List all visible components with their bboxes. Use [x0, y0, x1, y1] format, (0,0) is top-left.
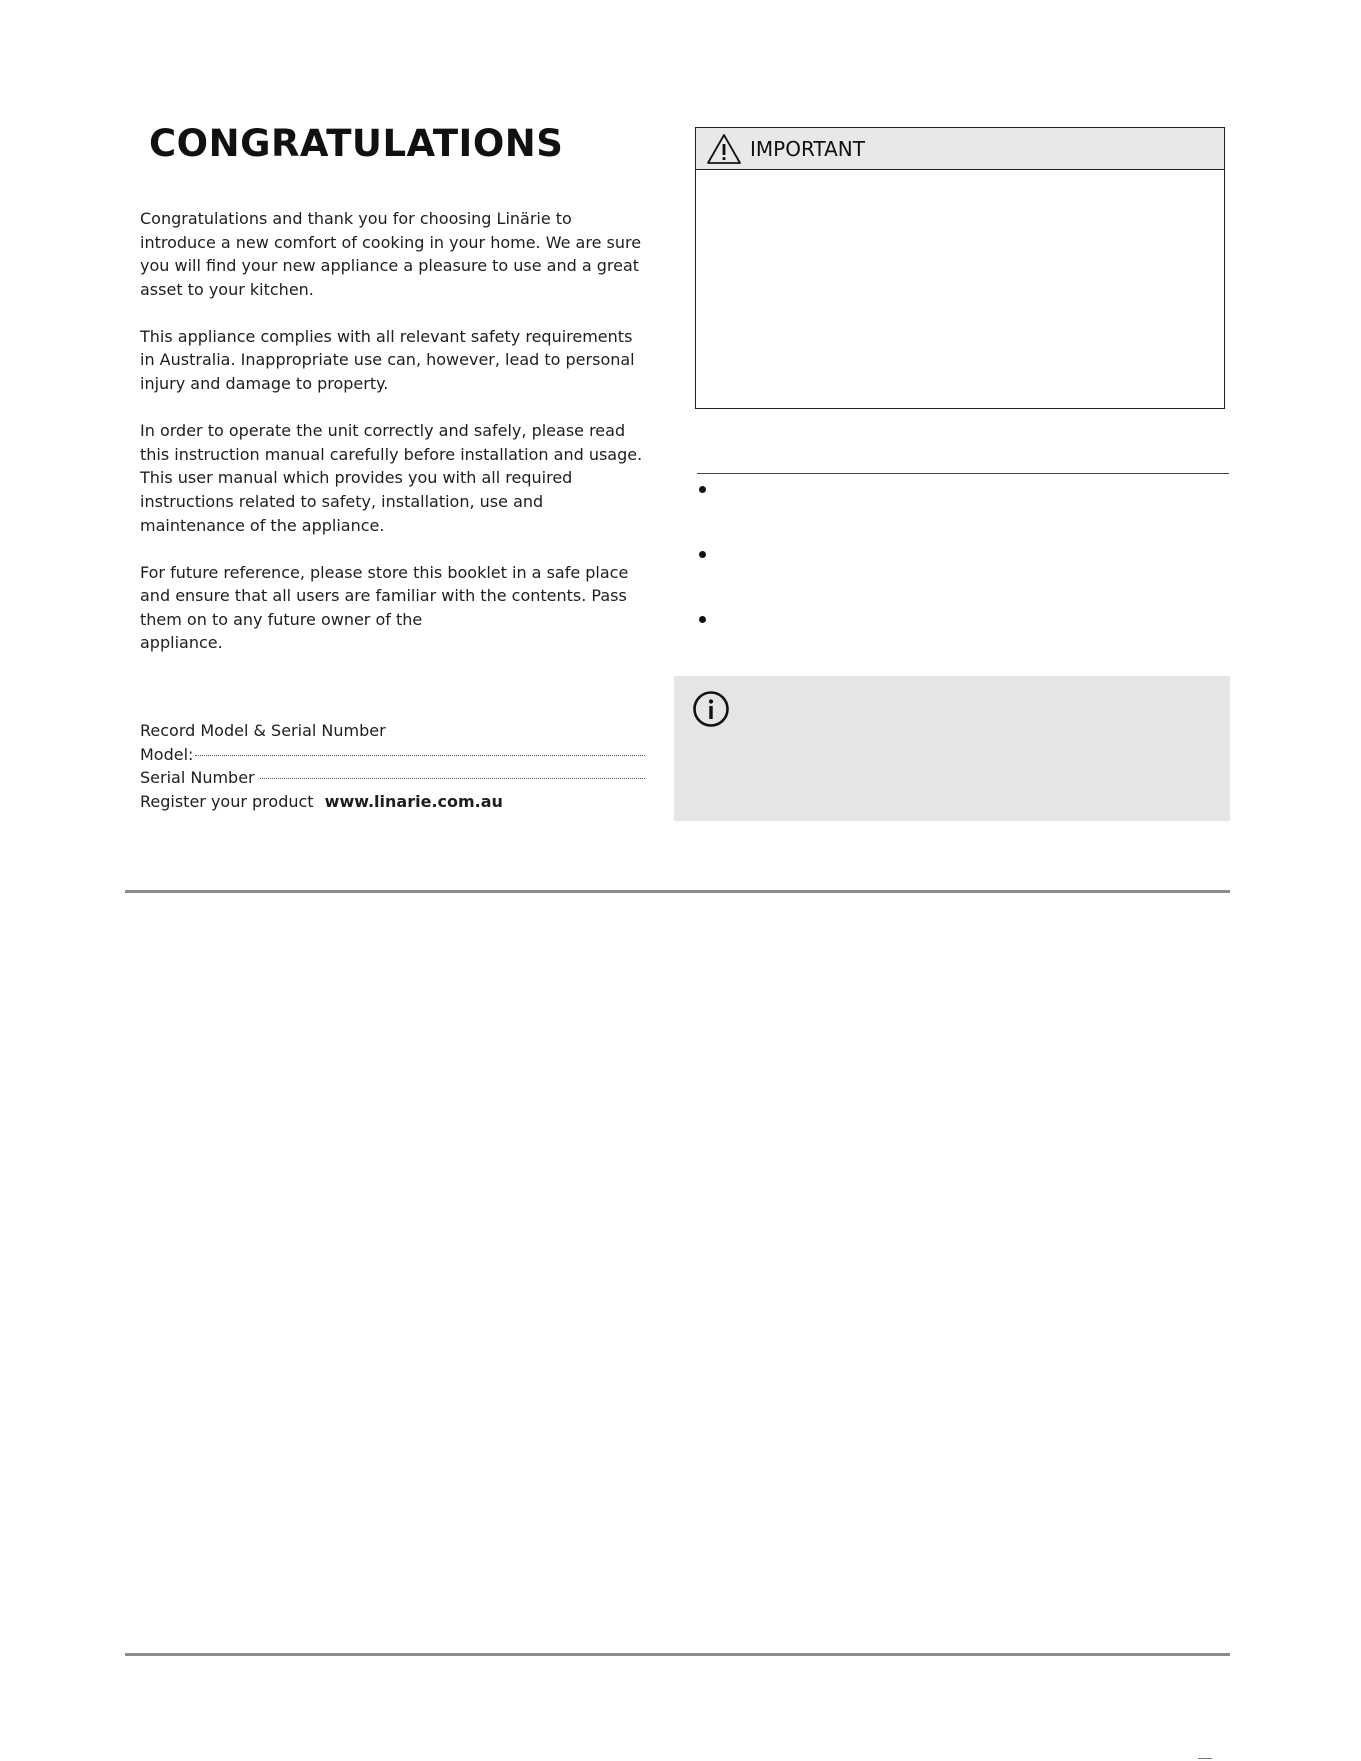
list-item — [695, 610, 1225, 675]
register-link[interactable]: www.linarie.com.au — [324, 791, 503, 811]
register-label: Register your product — [140, 791, 314, 811]
page-title: CONGRATULATIONS — [149, 122, 564, 165]
serial-line — [140, 766, 645, 790]
info-circle-icon — [692, 690, 730, 728]
record-heading: Record Model & Serial Number — [140, 721, 386, 740]
list-item — [695, 480, 1225, 545]
list-item — [695, 545, 1225, 610]
model-label: Model: — [140, 744, 194, 764]
model-dotted-line — [195, 755, 645, 756]
page-divider-bottom — [125, 1653, 1230, 1656]
important-box — [695, 127, 1225, 409]
bullet-icon — [699, 551, 706, 558]
future-reference-text: For future reference, please store this booklet in a safe place and ensure that all users are familiar with the contents. Pass them on to any future owner of the — [140, 562, 629, 629]
bullet-list — [695, 480, 1225, 675]
bullet-icon — [699, 616, 706, 623]
section-divider — [697, 473, 1229, 474]
record-section — [140, 719, 645, 813]
serial-dotted-line — [260, 778, 645, 779]
intro-text — [140, 207, 645, 679]
warning-triangle-icon — [706, 133, 742, 165]
future-reference-text-end: appliance. — [140, 633, 223, 653]
serial-label: Serial Number — [140, 768, 255, 788]
intro-paragraph-future — [140, 561, 645, 655]
page-corner-mark — [1198, 1758, 1212, 1759]
important-header — [696, 128, 1224, 170]
bullet-icon — [699, 486, 706, 493]
intro-paragraph: Congratulations and thank you for choosing Linärie to introduce a new comfort of cooking in your home. We are sure you will find your new appliance a pleasure to use and a great asset to your kitchen. — [140, 209, 642, 299]
intro-paragraph: In order to operate the unit correctly and safely, please read this instruction manual carefully before installation and usage. This user manual which provides you with all required instructions related to safety, installation, use and maintenance of the appliance. — [140, 421, 643, 535]
intro-paragraph: This appliance complies with all relevant safety requirements in Australia. Inappropriate use can, however, lead to personal injury and damage to property. — [140, 326, 635, 394]
model-line — [140, 743, 645, 767]
register-line — [140, 790, 645, 814]
page-divider-top — [125, 890, 1230, 893]
important-label: IMPORTANT — [750, 136, 865, 161]
info-box — [674, 676, 1230, 821]
